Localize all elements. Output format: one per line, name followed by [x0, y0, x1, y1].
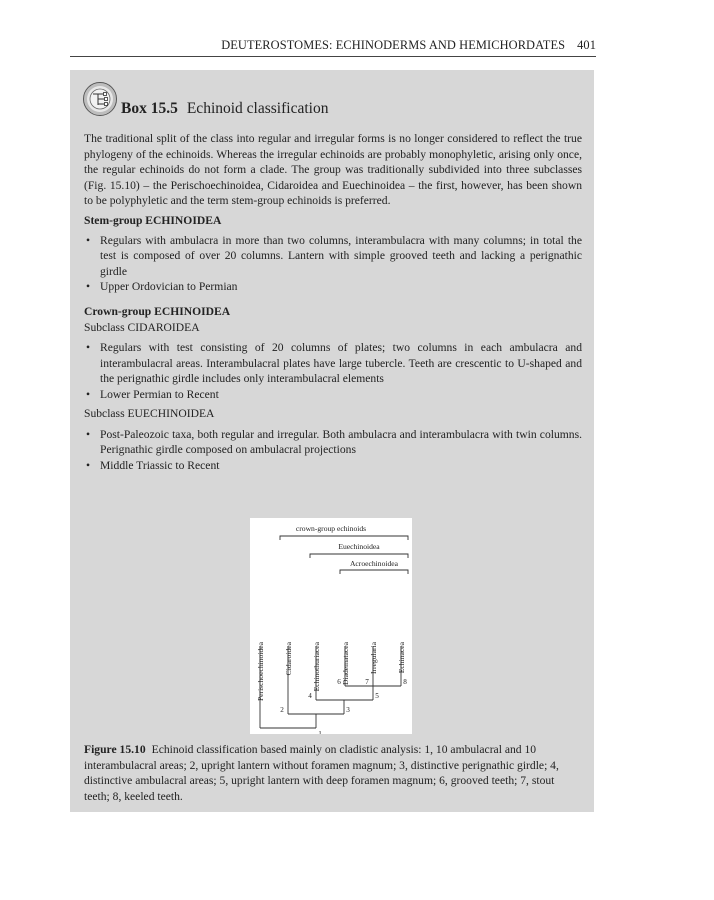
figure-caption	[84, 742, 582, 804]
running-header	[70, 38, 596, 53]
taxon-label: Perischoechinoidea	[256, 642, 265, 702]
bracket-crown	[280, 536, 408, 540]
cidaroidea-heading: Subclass CIDAROIDEA	[84, 320, 200, 334]
node-label: 2	[280, 706, 284, 714]
taxon-label: Echinothuriacea	[312, 642, 321, 692]
node-label: 7	[365, 678, 369, 686]
crown-section	[84, 304, 582, 403]
bracket-euechinoidea	[310, 554, 408, 558]
node-label: 6	[337, 678, 341, 686]
box-title-text: Echinoid classification	[186, 100, 329, 117]
box-badge-icon	[83, 82, 117, 116]
node-label: 3	[346, 706, 350, 714]
intro-paragraph: The traditional split of the class into regular and irregular forms is no longer considered to reflect the true phylogeny of the echinoids. Whereas the irregular echinoids are probably monophyletic, arising only once, the regular echinoids do not form a clade. The group was traditionally subdivided into three subclasses (Fig. 15.10) – the Perischoechinoidea, Cidaroidea and Euechinoidea – the first, however, has been shown to be polyphyletic and the term stem-group echinoids is preferred.	[84, 132, 582, 208]
bracket-label: crown-group echinoids	[295, 524, 367, 533]
stem-section	[84, 213, 582, 295]
cladogram-figure	[250, 518, 412, 734]
taxon-label: Diadematacea	[341, 642, 350, 686]
page-number: 401	[577, 38, 596, 52]
cidaroidea-bullet: • Lower Permian to Recent	[84, 387, 582, 403]
box-title	[121, 100, 328, 118]
caption-text: Echinoid classification based mainly on cladistic analysis: 1, 10 ambulacral and 10 interambulacral areas; 2, upright lantern without foramen magnum; 3, distinctive perignathic girdle; 4, distinctive ambulacral areas; 5, upright lantern with deep foramen magnum; 6, grooved teeth; 7, stout teeth; 8, keeled teeth.	[84, 743, 559, 803]
cidaroidea-bullet: • Regulars with test consisting of 20 columns of plates; two columns in each ambulacra and interambulacral areas. Interambulacral plates have large tubercle. Teeth are crescentic to U-shaped and the perignathic girdle includes only interambulacral elements	[84, 340, 582, 387]
euechinoidea-heading: Subclass EUECHINOIDEA	[84, 407, 215, 420]
header-rule	[70, 56, 596, 57]
box-intro	[84, 131, 582, 209]
cladogram	[250, 518, 412, 734]
node-label: 4	[308, 692, 312, 700]
running-title: DEUTEROSTOMES: ECHINODERMS AND HEMICHORDATES	[221, 38, 566, 52]
taxon-label: Cidaroidea	[284, 642, 293, 676]
stem-bullet: • Upper Ordovician to Permian	[84, 279, 582, 295]
taxon-label: Echinacea	[397, 642, 406, 674]
euechinoidea-section	[84, 406, 582, 473]
stem-bullet: • Regulars with ambulacra in more than two columns, interambulacra with many columns; in total the test is composed of over 20 columns. Lantern with simple grooved teeth and lacking a perignathic girdle	[84, 233, 582, 280]
bracket-label: Acroechinoidea	[349, 559, 399, 568]
box-number: Box 15.5	[121, 100, 178, 117]
bracket-acroechinoidea	[340, 570, 408, 574]
node-label: 1	[318, 730, 322, 734]
node-label: 8	[403, 678, 407, 686]
euechinoidea-bullet: • Post-Paleozoic taxa, both regular and irregular. Both ambulacra and interambulacra with twin columns. Perignathic girdle composed on ambulacral projections	[84, 427, 582, 458]
euechinoidea-bullet: • Middle Triassic to Recent	[84, 458, 582, 474]
bracket-label: Euechinoidea	[338, 542, 380, 551]
caption-label: Figure 15.10	[84, 743, 146, 756]
taxon-label: Irregularia	[369, 642, 378, 675]
node-label: 5	[375, 692, 379, 700]
stem-heading: Stem-group ECHINOIDEA	[84, 214, 222, 227]
crown-heading: Crown-group ECHINOIDEA	[84, 305, 231, 318]
